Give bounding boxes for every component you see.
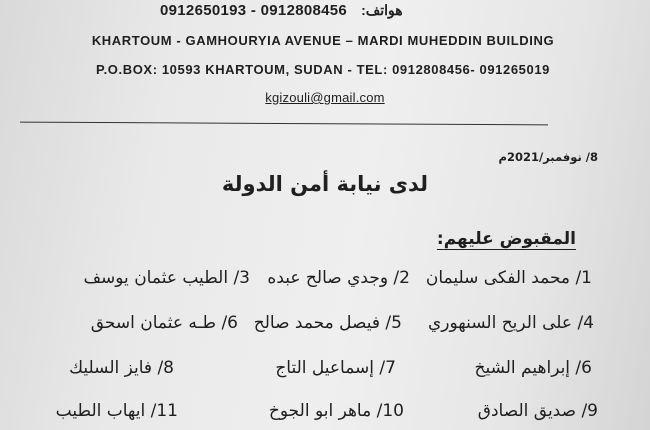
detainee-entry: 5/ فيصل محمد صالح <box>253 313 402 333</box>
detainee-entry: 10/ ماهر ابو الجوخ <box>268 401 404 421</box>
detainee-row <box>0 313 650 343</box>
detainee-entry: 11/ ايهاب الطيب <box>55 401 178 421</box>
detainee-row <box>0 358 650 388</box>
detainee-entry: 7/ إسماعيل التاج <box>275 358 396 378</box>
letterhead-email[interactable]: kgizouli@gmail.com <box>265 90 385 105</box>
letterhead-phones <box>160 2 500 19</box>
detainee-entry: 1/ محمد الفكى سليمان <box>425 268 592 288</box>
detainee-entry: 3/ الطيب عثمان يوسف <box>83 268 250 288</box>
detainee-row <box>0 401 650 430</box>
letter-title: لدى نيابة أمن الدولة <box>221 172 429 196</box>
letterhead-address: KHARTOUM - GAMHOURYIA AVENUE – MARDI MUHEDDIN BUILDING <box>91 33 555 48</box>
phone-numbers: 0912650193 - 0912808456 <box>160 2 348 19</box>
detainee-entry: 2/ وجدي صالح عبده <box>267 268 410 288</box>
detainee-row <box>0 268 650 298</box>
detainee-entry: 6/ إبراهيم الشيخ <box>474 358 592 378</box>
phones-label: هواتف: <box>361 2 403 18</box>
detainee-entry: 6/ طـه عثمان اسحق <box>90 313 238 333</box>
detainee-entry: 8/ فايز السليك <box>69 358 174 378</box>
detainees-heading: المقبوض عليهم: <box>436 229 576 249</box>
letter-date: 8/ نوفمبر/2021م <box>498 150 598 164</box>
letterhead-divider <box>20 122 548 126</box>
detainee-entry: 4/ على الريح السنهوري <box>427 313 594 333</box>
letterhead-pobox: P.O.BOX: 10593 KHARTOUM, SUDAN - TEL: 0912808456- 091265019 <box>96 62 550 77</box>
detainee-entry: 9/ صديق الصادق <box>477 401 598 421</box>
